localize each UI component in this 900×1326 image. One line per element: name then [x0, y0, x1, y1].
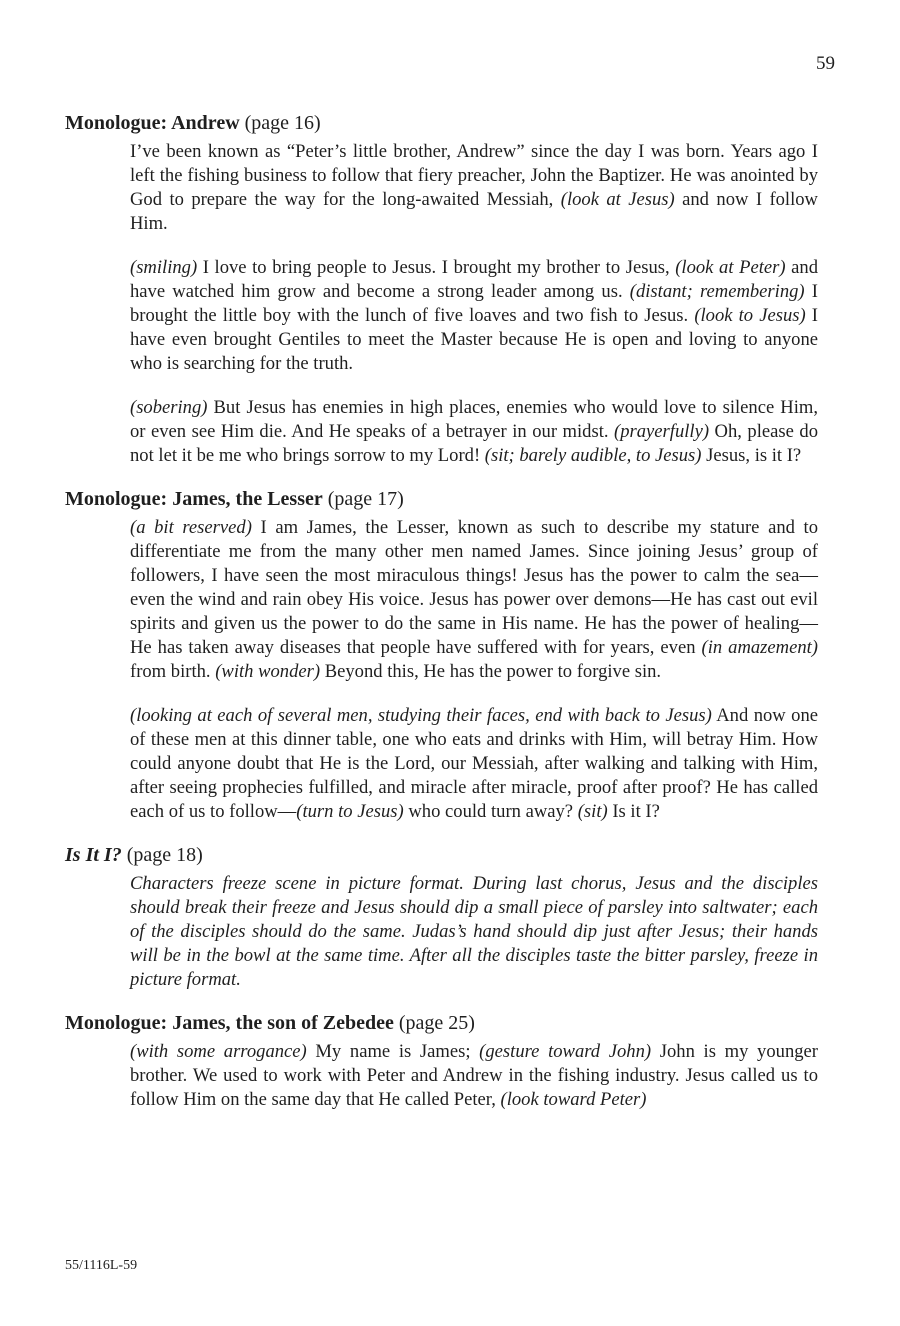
stage-direction: (in amazement) — [701, 637, 818, 658]
dialogue-text: I love to bring people to Jesus. I brought my brother to Jesus, — [197, 257, 676, 278]
stage-direction: (sit; barely audible, to Jesus) — [484, 445, 702, 466]
section-heading — [65, 842, 818, 868]
dialogue-text: Oh, please do not let it be me who brings sorrow to my Lord! — [130, 421, 818, 466]
stage-direction: (sobering) — [130, 397, 208, 418]
dialogue-text: from birth. — [130, 661, 216, 682]
paragraph — [130, 396, 818, 468]
stage-direction: (prayerfully) — [614, 421, 710, 442]
stage-direction: (with wonder) — [215, 661, 321, 682]
stage-direction: (gesture toward John) — [479, 1041, 652, 1062]
stage-direction: (a bit reserved) — [130, 517, 252, 538]
section — [65, 842, 818, 992]
section — [65, 1010, 818, 1112]
dialogue-text: John is my younger brother. We used to work with Peter and Andrew in the fishing industry. Jesus called us to follow Him on the same day that He called Peter, — [130, 1041, 818, 1110]
stage-direction: (distant; remembering) — [629, 281, 805, 302]
document-body — [65, 110, 818, 1130]
stage-direction: (look to Jesus) — [694, 305, 806, 326]
stage-direction: (with some arrogance) — [130, 1041, 307, 1062]
stage-direction: (looking at each of several men, studying their faces, end with back to Jesus) — [130, 705, 712, 726]
footer-code: 55/1116L-59 — [65, 1258, 138, 1273]
dialogue-text: Beyond this, He has the power to forgive sin. — [320, 661, 662, 682]
dialogue-text: I have even brought Gentiles to meet the Master because He is open and loving to anyone who is searching for the truth. — [130, 305, 818, 374]
stage-direction: (look at Jesus) — [560, 189, 675, 210]
stage-direction: (turn to Jesus) — [296, 801, 404, 822]
dialogue-text: My name is James; — [306, 1041, 480, 1062]
section — [65, 486, 818, 824]
dialogue-text: and now I follow Him. — [130, 189, 818, 234]
dialogue-text: I brought the little boy with the lunch of five loaves and two fish to Jesus. — [130, 281, 818, 326]
dialogue-text: who could turn away? — [403, 801, 578, 822]
dialogue-text: Jesus, is it I? — [701, 445, 802, 466]
stage-direction: (look toward Peter) — [500, 1089, 647, 1110]
section-page-ref: (page 16) — [244, 112, 321, 134]
section-page-ref: (page 17) — [327, 488, 404, 510]
page-number: 59 — [816, 53, 835, 74]
paragraph — [130, 256, 818, 376]
paragraph — [130, 140, 818, 236]
dialogue-text: Is it I? — [607, 801, 660, 822]
section-heading — [65, 110, 818, 136]
dialogue-text: and have watched him grow and become a strong leader among us. — [130, 257, 819, 302]
section-page-ref: (page 18) — [126, 844, 203, 866]
stage-direction: (smiling) — [130, 257, 198, 278]
stage-direction: (sit) — [577, 801, 608, 822]
stage-direction: (look at Peter) — [675, 257, 786, 278]
dialogue-text: But Jesus has enemies in high places, enemies who would love to silence Him, or even see Him die. And He speaks of a betrayer in our midst. — [130, 397, 818, 442]
paragraph — [130, 704, 818, 824]
stage-direction: Characters freeze scene in picture format. During last chorus, Jesus and the disciples should break their freeze and Jesus should dip a small piece of parsley into saltwater; each of the disciples should do the same. Judas’s hand should dip just after Jesus; their hands will be in the bowl at the same time. After all the disciples taste the bitter parsley, freeze in picture format. — [130, 873, 818, 990]
paragraph — [130, 1040, 818, 1112]
section-title: Monologue: James, the son of Zebedee — [65, 1012, 394, 1034]
paragraph — [130, 872, 818, 992]
section-heading — [65, 486, 818, 512]
section-title: Is It I? — [65, 844, 122, 866]
dialogue-text: I am James, the Lesser, known as such to describe my stature and to differentiate me from the many other men named James. Since joining Jesus’ group of followers, I have seen the most miraculous things! Jesus has the power to calm the sea—even the wind and rain obey His voice. Jesus has power over demons—He has cast out evil spirits and given us the power to do the same in His name. He has the power of healing—He has taken away diseases that people have suffered with for years, even — [130, 517, 818, 658]
dialogue-text: I’ve been known as “Peter’s little brother, Andrew” since the day I was born. Years ago I left the fishing business to follow that fiery preacher, John the Baptizer. He was anointed by God to prepare the way for the long-awaited Messiah, — [130, 141, 818, 210]
section-page-ref: (page 25) — [398, 1012, 475, 1034]
section-heading — [65, 1010, 818, 1036]
section-title: Monologue: James, the Lesser — [65, 488, 323, 510]
dialogue-text: And now one of these men at this dinner table, one who eats and drinks with Him, will betray Him. How could anyone doubt that He is the Lord, our Messiah, after walking and talking with Him, after seeing prophecies fulfilled, and miracle after miracle, proof after proof? He has called each of us to follow— — [130, 705, 819, 822]
section — [65, 110, 818, 468]
paragraph — [130, 516, 818, 684]
section-title: Monologue: Andrew — [65, 112, 240, 134]
